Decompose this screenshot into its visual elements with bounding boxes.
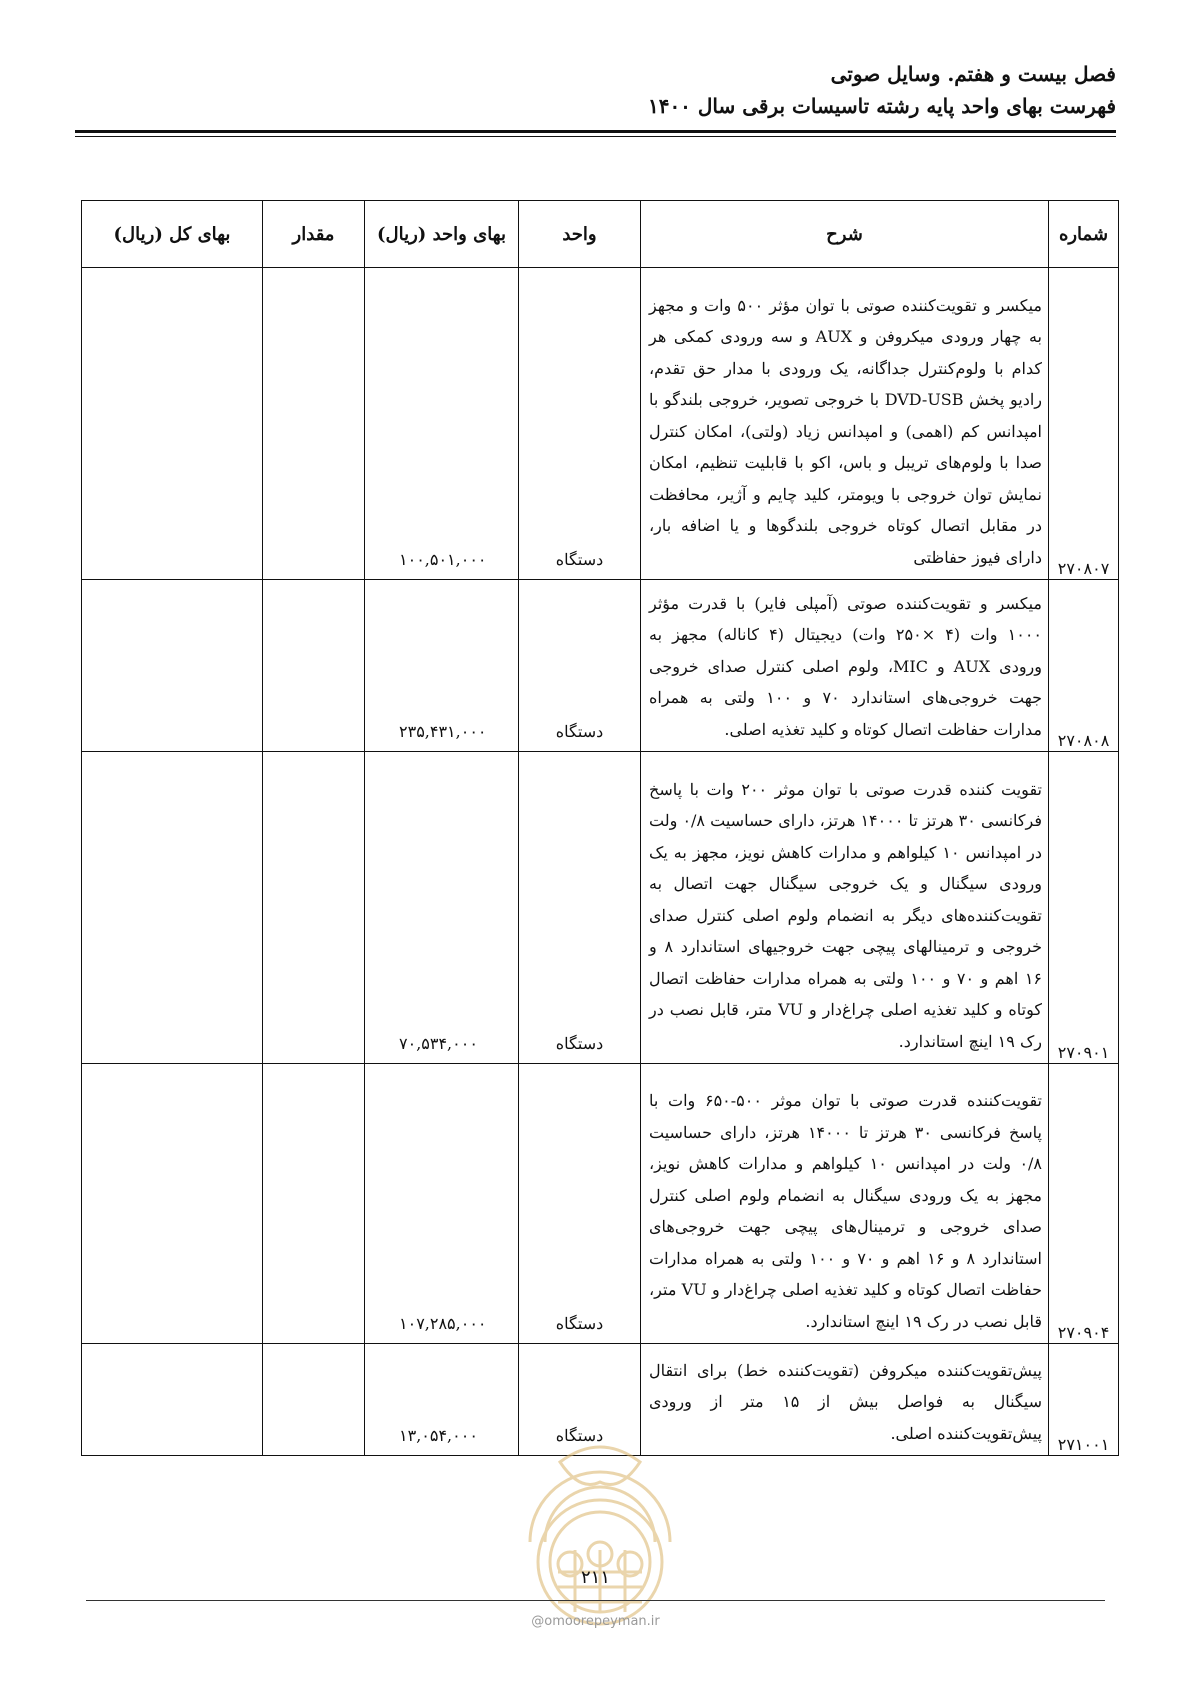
header-total-price: بهای کل (ریال) xyxy=(82,201,263,268)
item-number: ۲۷۱۰۰۱ xyxy=(1049,1344,1119,1456)
item-unit-price: ۱۰۷,۲۸۵,۰۰۰ xyxy=(365,1064,519,1344)
item-number: ۲۷۰۸۰۸ xyxy=(1049,580,1119,752)
table-row xyxy=(82,752,1119,1064)
price-table xyxy=(81,200,1119,1456)
page-number: ۲۱۱ xyxy=(580,1567,610,1588)
item-unit: دستگاه xyxy=(519,1344,641,1456)
item-unit-price: ۱۳,۰۵۴,۰۰۰ xyxy=(365,1344,519,1456)
item-description: پیش‌تقویت‌کننده میکروفن (تقویت‌کننده خط) برای انتقال سیگنال به فواصل بیش از ۱۵ متر از ورودی پیش‌تقویت‌کننده اصلی. xyxy=(641,1344,1049,1456)
item-description: میکسر و تقویت‌کننده صوتی (آمپلی فایر) با قدرت مؤثر ۱۰۰۰ وات (۴ ×۲۵۰ وات) دیجیتال (۴ کاناله) مجهز به ورودی AUX و MIC، ولوم اصلی کنترل صدای خروجی جهت خروجی‌های استاندارد ۷۰ و ۱۰۰ ولتی به همراه مدارات حفاظت اتصال کوتاه و کلید تغذیه اصلی. xyxy=(641,580,1049,752)
item-quantity[interactable] xyxy=(263,268,365,580)
table-row xyxy=(82,580,1119,752)
table-header-row xyxy=(82,201,1119,268)
item-unit: دستگاه xyxy=(519,268,641,580)
item-unit: دستگاه xyxy=(519,580,641,752)
item-total-price[interactable] xyxy=(82,580,263,752)
item-total-price[interactable] xyxy=(82,1064,263,1344)
item-total-price[interactable] xyxy=(82,268,263,580)
header-description: شرح xyxy=(641,201,1049,268)
table-row xyxy=(82,268,1119,580)
header-unit-price: بهای واحد (ریال) xyxy=(365,201,519,268)
header-quantity: مقدار xyxy=(263,201,365,268)
item-total-price[interactable] xyxy=(82,752,263,1064)
item-quantity[interactable] xyxy=(263,580,365,752)
item-quantity[interactable] xyxy=(263,1344,365,1456)
item-unit: دستگاه xyxy=(519,1064,641,1344)
footer-rule xyxy=(86,1600,1105,1601)
item-quantity[interactable] xyxy=(263,1064,365,1344)
item-description: تقویت‌کننده قدرت صوتی با توان موثر ۵۰۰-۶۵۰ وات با پاسخ فرکانسی ۳۰ هرتز تا ۱۴۰۰۰ هرتز، دارای حساسیت ۰/۸ ولت در امپدانس ۱۰ کیلواهم و مدارات کاهش نویز، مجهز به یک ورودی سیگنال به انضمام ولوم اصلی کنترل صدای خروجی و ترمینال‌های پیچی جهت خروجی‌های استاندارد ۸ و ۱۶ اهم و ۷۰ و ۱۰۰ ولتی به همراه مدارات حفاظت اتصال کوتاه و کلید تغذیه اصلی چراغ‌دار و VU متر، قابل نصب در رک ۱۹ اینچ استاندارد. xyxy=(641,1064,1049,1344)
item-unit-price: ۷۰,۵۳۴,۰۰۰ xyxy=(365,752,519,1064)
item-number: ۲۷۰۹۰۴ xyxy=(1049,1064,1119,1344)
item-unit-price: ۲۳۵,۴۳۱,۰۰۰ xyxy=(365,580,519,752)
table-row xyxy=(82,1064,1119,1344)
chapter-title: فصل بیست و هفتم. وسایل صوتی xyxy=(830,62,1116,86)
item-quantity[interactable] xyxy=(263,752,365,1064)
item-unit-price: ۱۰۰,۵۰۱,۰۰۰ xyxy=(365,268,519,580)
document-subtitle: فهرست بهای واحد پایه رشته تاسیسات برقی سال ۱۴۰۰ xyxy=(647,94,1116,118)
header-number: شماره xyxy=(1049,201,1119,268)
item-description: میکسر و تقویت‌کننده صوتی با توان مؤثر ۵۰۰ وات و مجهز به چهار ورودی میکروفن و AUX و سه ورودی کمکی هر کدام با ولوم‌کنترل جداگانه، یک ورودی با مدار حق تقدم، رادیو پخش DVD-USB با خروجی تصویر، خروجی بلندگو با امپدانس کم (اهمی) و امپدانس زیاد (ولتی)، امکان کنترل صدا با ولوم‌های تریبل و باس، اکو با قابلیت تنظیم، امکان نمایش توان خروجی با ویومتر، کلید چایم و آژیر، محافظت در مقابل اتصال کوتاه خروجی بلندگوها و یا اضافه بار، دارای فیوز حفاظتی xyxy=(641,268,1049,580)
website-watermark[interactable]: @omoorepeyman.ir xyxy=(531,1614,660,1629)
header-unit: واحد xyxy=(519,201,641,268)
item-number: ۲۷۰۹۰۱ xyxy=(1049,752,1119,1064)
item-description: تقویت کننده قدرت صوتی با توان موثر ۲۰۰ وات با پاسخ فرکانسی ۳۰ هرتز تا ۱۴۰۰۰ هرتز، دارای حساسیت ۰/۸ ولت در امپدانس ۱۰ کیلواهم و مدارات کاهش نویز، مجهز به یک ورودی سیگنال و یک خروجی سیگنال جهت اتصال به تقویت‌کننده‌های دیگر به انضمام ولوم اصلی کنترل صدای خروجی و ترمینالهای پیچی جهت خروجیهای استاندارد ۸ و ۱۶ اهم و ۷۰ و ۱۰۰ ولتی به همراه مدارات حفاظت اتصال کوتاه و کلید تغذیه اصلی چراغ‌دار و VU متر، قابل نصب در رک ۱۹ اینچ استاندارد. xyxy=(641,752,1049,1064)
item-total-price[interactable] xyxy=(82,1344,263,1456)
item-number: ۲۷۰۸۰۷ xyxy=(1049,268,1119,580)
header-rule-thick xyxy=(75,130,1116,133)
header-rule-thin xyxy=(75,136,1116,137)
page-header xyxy=(75,58,1116,122)
item-unit: دستگاه xyxy=(519,752,641,1064)
